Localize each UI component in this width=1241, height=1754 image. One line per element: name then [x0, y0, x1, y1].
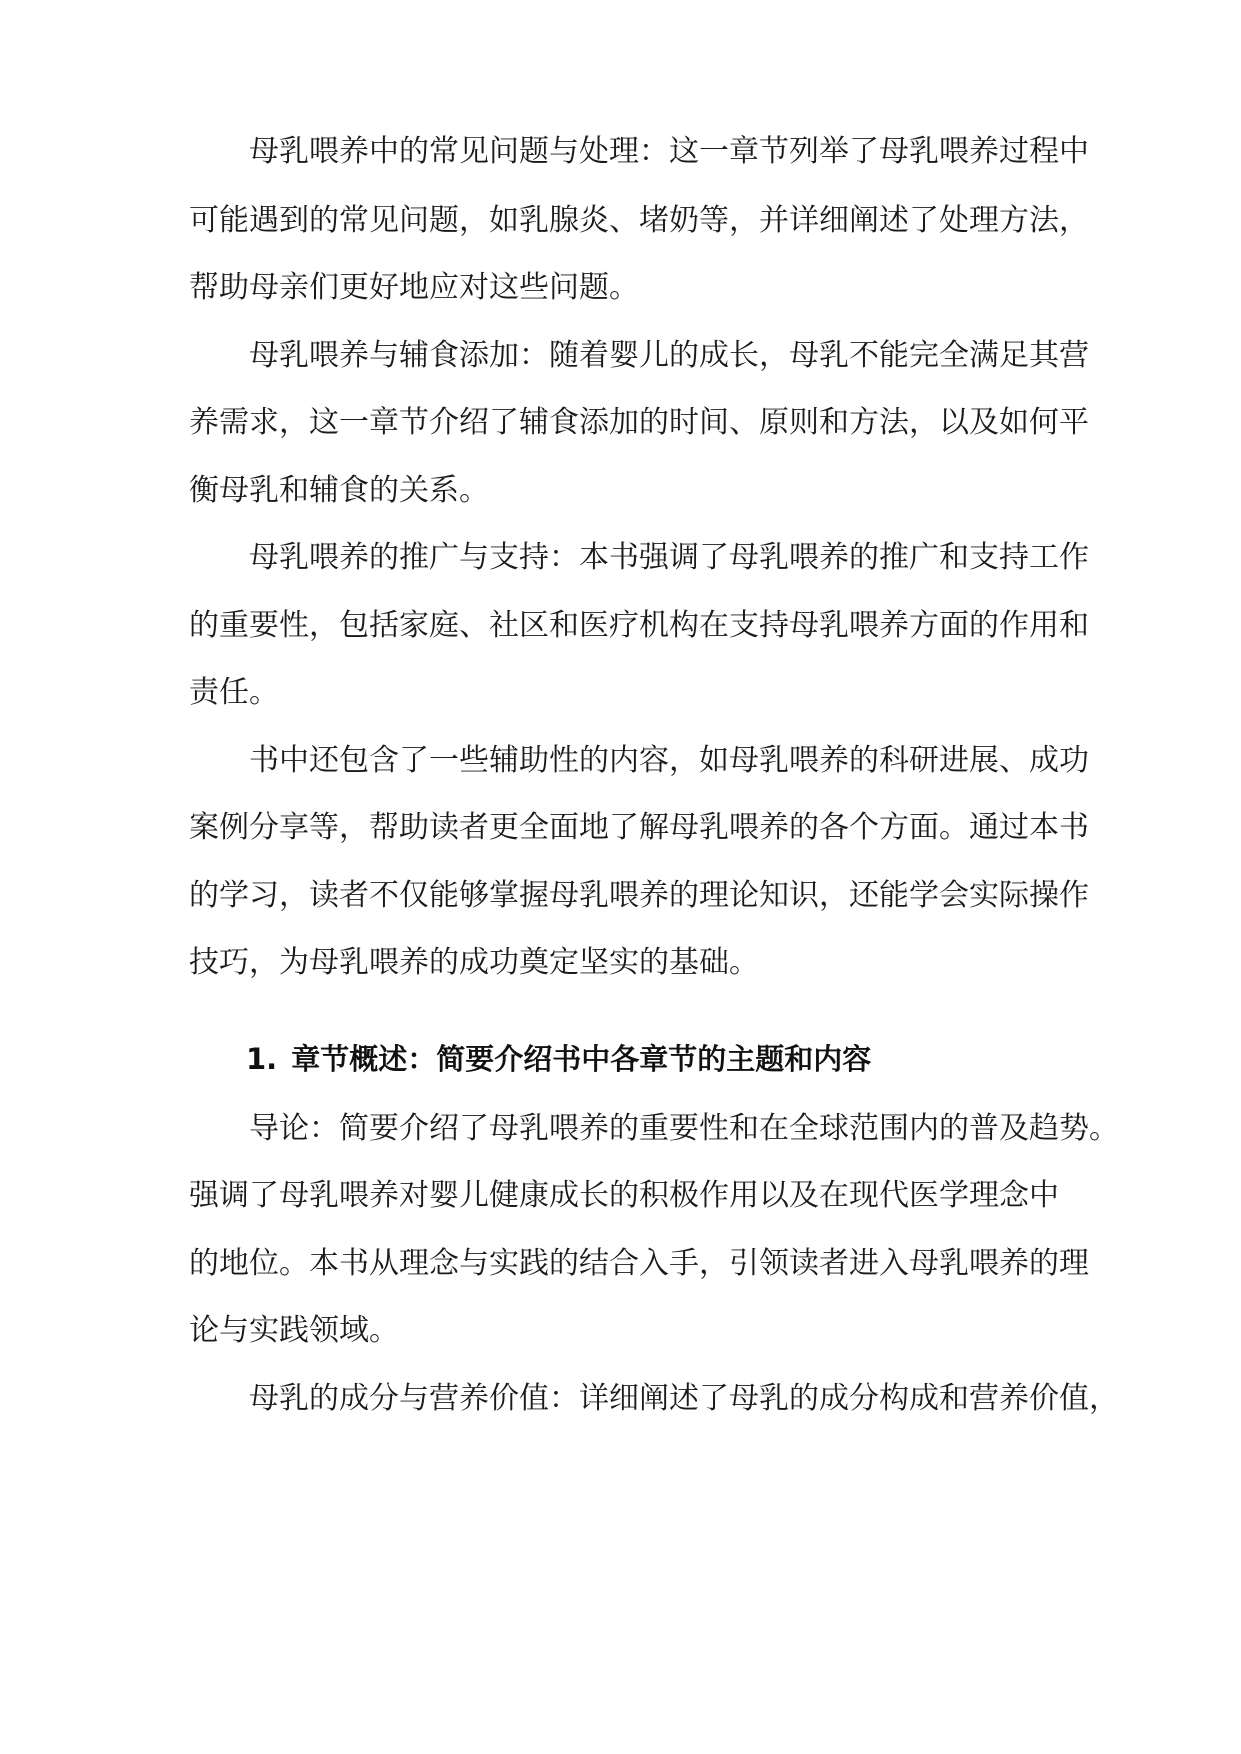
section-number: 1. [246, 1042, 278, 1076]
text-line: 帮助母亲们更好地应对这些问题。 [189, 270, 639, 305]
text-line: 母乳喂养中的常见问题与处理：这一章节列举了母乳喂养过程中 [249, 134, 1089, 169]
text-line: 母乳的成分与营养价值：详细阐述了母乳的成分构成和营养价值， [249, 1381, 1119, 1416]
text-line: 案例分享等，帮助读者更全面地了解母乳喂养的各个方面。通过本书 [189, 810, 1089, 845]
text-line: 可能遇到的常见问题，如乳腺炎、堵奶等，并详细阐述了处理方法， [189, 203, 1089, 238]
text-line: 母乳喂养与辅食添加：随着婴儿的成长，母乳不能完全满足其营 [249, 338, 1089, 373]
text-line: 母乳喂养的推广与支持：本书强调了母乳喂养的推广和支持工作 [249, 540, 1089, 575]
text-line: 书中还包含了一些辅助性的内容，如母乳喂养的科研进展、成功 [249, 743, 1089, 778]
text-line: 强调了母乳喂养对婴儿健康成长的积极作用以及在现代医学理念中 [189, 1178, 1059, 1213]
text-line: 的重要性，包括家庭、社区和医疗机构在支持母乳喂养方面的作用和 [189, 608, 1089, 643]
text-line: 责任。 [189, 675, 279, 710]
text-line: 的学习，读者不仅能够掌握母乳喂养的理论知识，还能学会实际操作 [189, 878, 1089, 913]
text-line: 论与实践领域。 [189, 1313, 399, 1348]
section-heading [246, 1039, 871, 1079]
text-line: 技巧，为母乳喂养的成功奠定坚实的基础。 [189, 945, 759, 980]
text-line: 导论：简要介绍了母乳喂养的重要性和在全球范围内的普及趋势。 [249, 1111, 1119, 1146]
text-line: 的地位。本书从理念与实践的结合入手，引领读者进入母乳喂养的理 [189, 1246, 1089, 1281]
text-line: 衡母乳和辅食的关系。 [189, 473, 489, 508]
section-title: 章节概述：简要介绍书中各章节的主题和内容 [291, 1042, 872, 1076]
text-line: 养需求，这一章节介绍了辅食添加的时间、原则和方法，以及如何平 [189, 405, 1089, 440]
